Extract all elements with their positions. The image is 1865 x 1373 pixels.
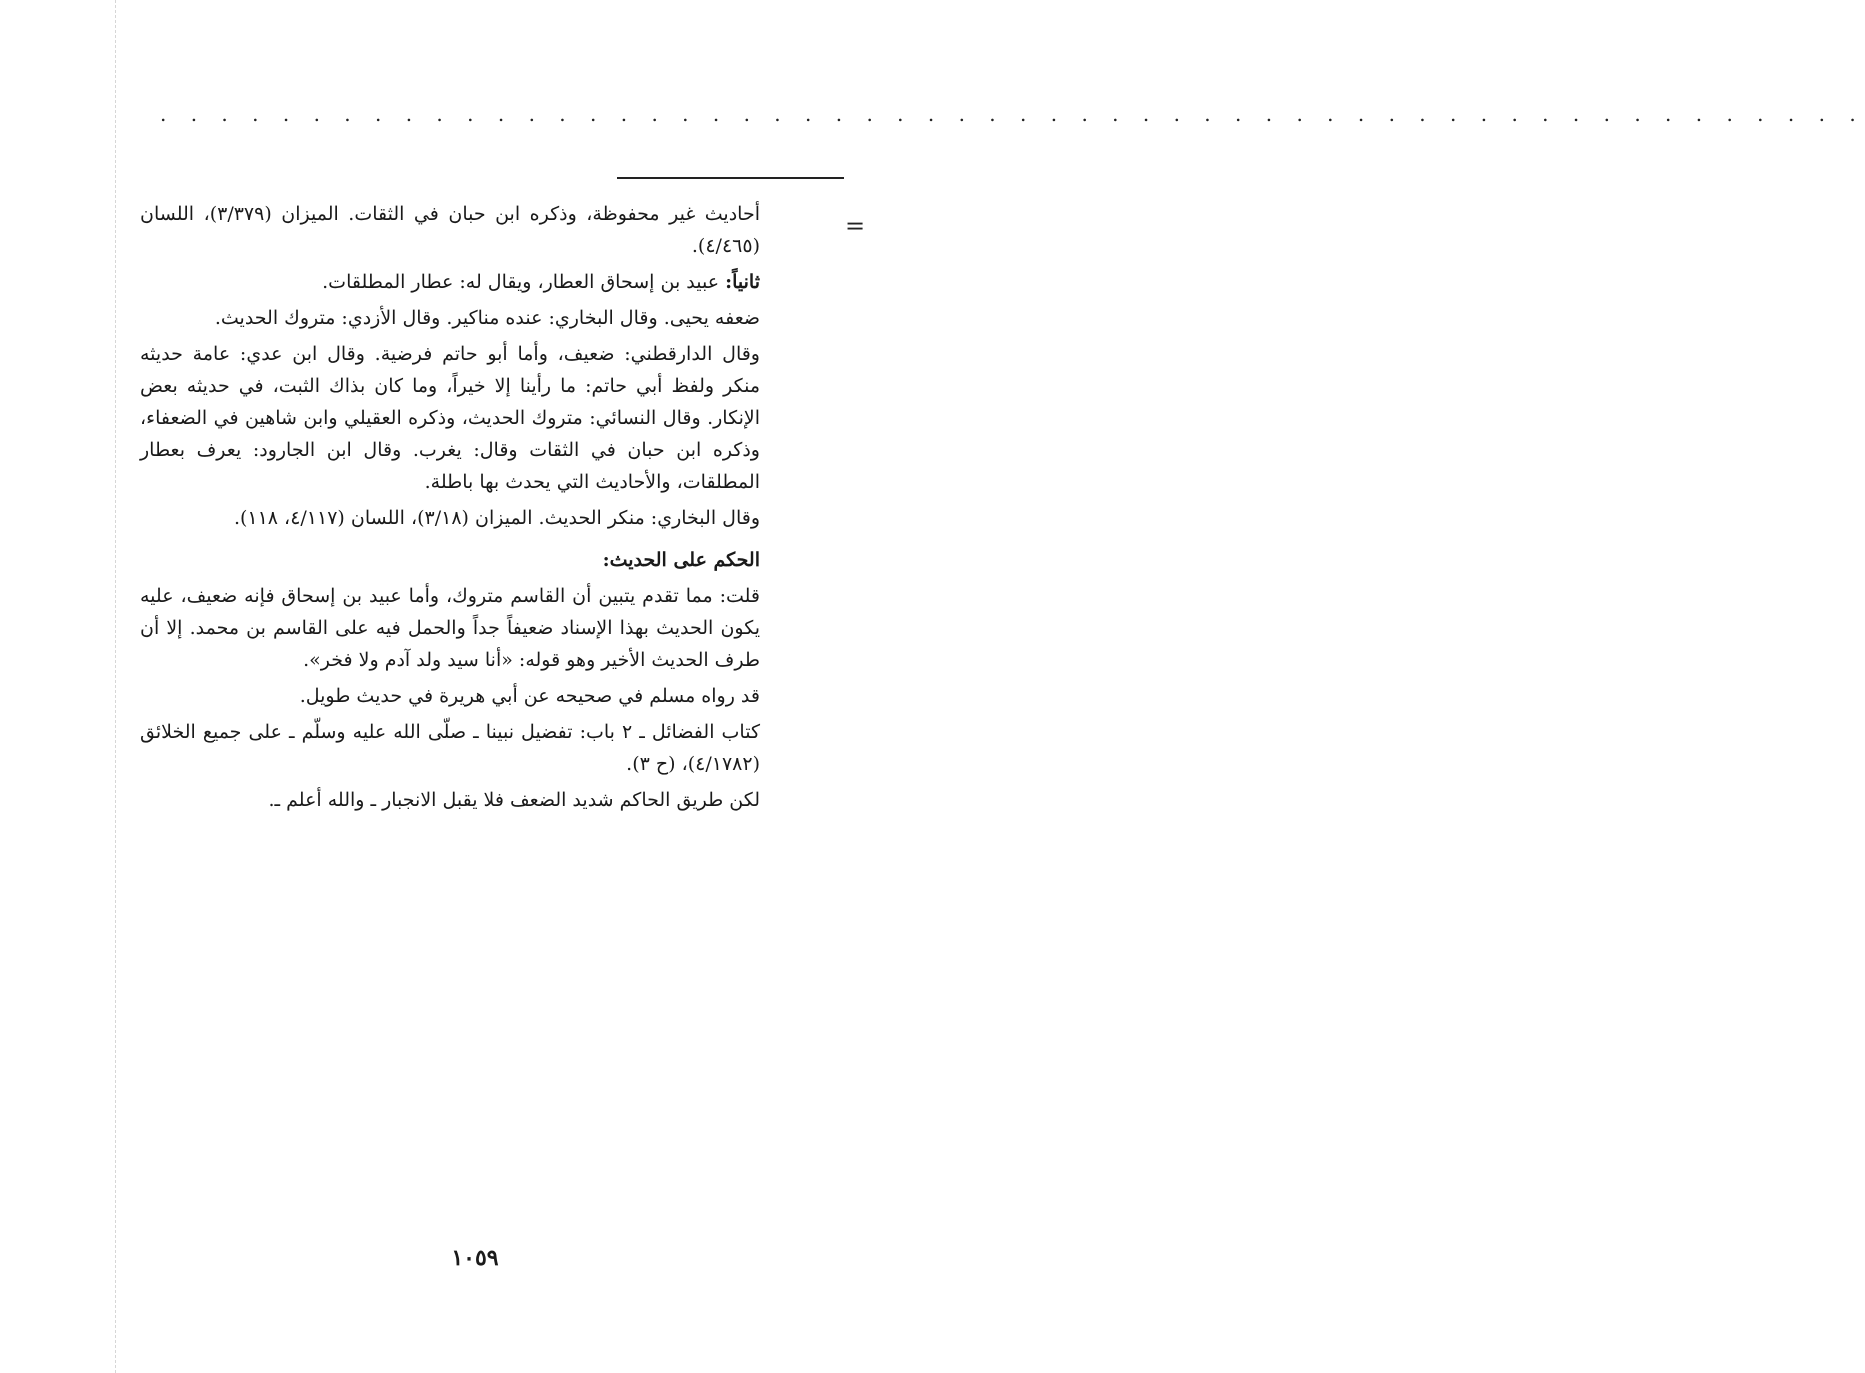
footnote-paragraph bbox=[140, 266, 760, 298]
footnote-paragraph: أحاديث غير محفوظة، وذكره ابن حبان في الثقات. الميزان (٣/٣٧٩)، اللسان (٤/٤٦٥). bbox=[140, 203, 760, 257]
ruling-heading bbox=[140, 544, 760, 576]
footnote-paragraph: وقال الدارقطني: ضعيف، وأما أبو حاتم فرضية. وقال ابن عدي: عامة حديثه منكر ولفظ أبي حاتم: ما رأينا إلا خيراً، وما كان بذاك الثبت، في حديثه بعض الإنكار. وقال النسائي: متروك الحديث، وذكره العقيلي وابن شاهين في الضعفاء، وذكره ابن حبان في الثقات وقال: يغرب. وقال ابن الجارود: يعرف بعطار المطلقات، والأحاديث التي يحدث بها باطلة. bbox=[140, 343, 760, 493]
page-number: ١٠٥٩ bbox=[451, 1245, 499, 1271]
footnote-paragraph: قد رواه مسلم في صحيحه عن أبي هريرة في حديث طويل. bbox=[299, 685, 760, 707]
narrator-name: عبيد بن إسحاق العطار، ويقال له: عطار المطلقات. bbox=[322, 271, 720, 293]
footnote-paragraph: ضعفه يحيى. وقال البخاري: عنده مناكير. وقال الأزدي: متروك الحديث. bbox=[214, 307, 760, 329]
section-label: ثانياً: bbox=[725, 271, 760, 293]
page-fold-line bbox=[115, 0, 116, 1373]
footnote-body bbox=[140, 198, 760, 820]
footnote-paragraph: وقال البخاري: منكر الحديث. الميزان (٣/١٨)، اللسان (٤/١١٧، ١١٨). bbox=[233, 507, 760, 529]
footnote-paragraph: لكن طريق الحاكم شديد الضعف فلا يقبل الانجبار ـ والله أعلم ـ. bbox=[268, 789, 760, 811]
footnote-rule bbox=[617, 177, 844, 179]
ruling-heading-text: الحكم على الحديث: bbox=[602, 549, 760, 571]
continuation-mark: = bbox=[845, 212, 866, 240]
footnote-paragraph: كتاب الفضائل ـ ٢ باب: تفضيل نبينا ـ صلّى الله عليه وسلّم ـ على جميع الخلائق (٤/١٧٨٢)، (ح ٣). bbox=[140, 721, 760, 775]
dotted-separator: . . . . . . . . . . . . . . . . . . . . . . . . . . . . . . . . . . . . . . . . . . . . . . . . . . . . . . . . bbox=[160, 102, 1865, 126]
footnote-paragraph: قلت: مما تقدم يتبين أن القاسم متروك، وأما عبيد بن إسحاق فإنه ضعيف، عليه يكون الحديث بهذا الإسناد ضعيفاً جداً والحمل فيه على القاسم بن محمد. إلا أن طرف الحديث الأخير وهو قوله: «أنا سيد ولد آدم ولا فخر». bbox=[140, 585, 760, 671]
